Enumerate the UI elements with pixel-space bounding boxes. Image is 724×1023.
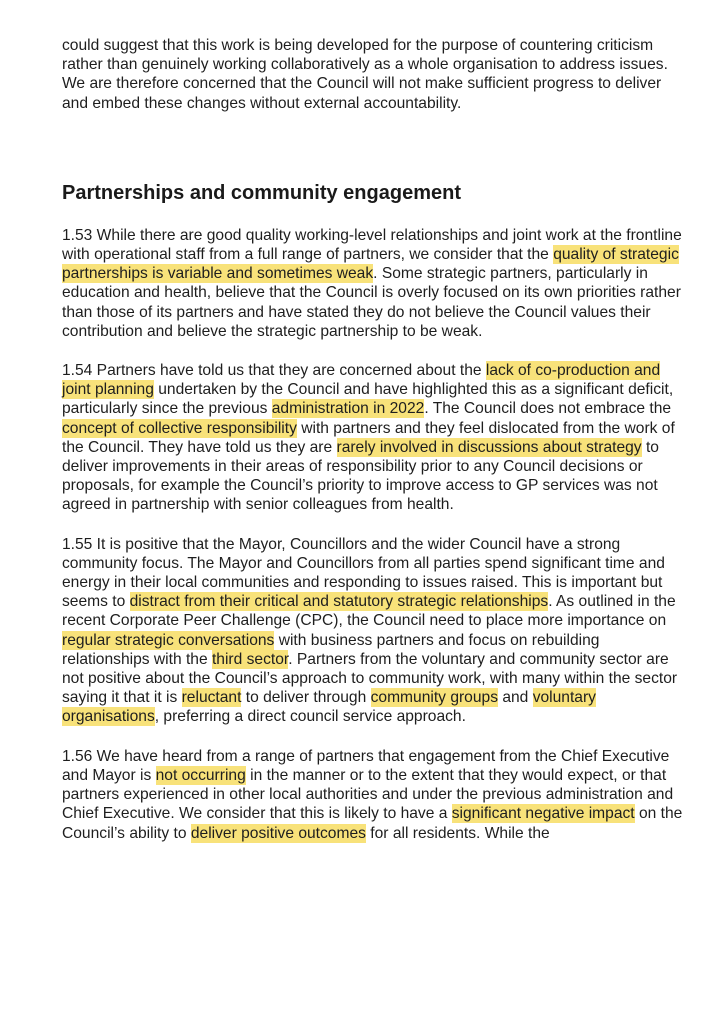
highlighted-text: community groups bbox=[370, 689, 498, 707]
body-text: to deliver through bbox=[241, 689, 371, 707]
body-text: 1.56 We have heard from a range of partners that engagement from the Chief Executive and Mayor is bbox=[62, 747, 670, 784]
highlighted-text: voluntary organisations bbox=[62, 689, 596, 726]
highlighted-text: administration in 2022 bbox=[271, 400, 425, 418]
highlighted-text: regular strategic conversations bbox=[62, 631, 275, 649]
body-text: to deliver improvements in their areas of responsibility prior to any Council decisions or proposals, for example the Council’s priority to improve access to GP services was not agreed in partnership with senior colleagues from health. bbox=[62, 438, 659, 514]
body-text: on the Council’s ability to bbox=[62, 805, 683, 842]
highlighted-text: reluctant bbox=[181, 689, 242, 707]
body-text: . Partners from the voluntary and community sector are not positive about the Council’s approach to community work, with many within the sector saying it that it is bbox=[62, 650, 678, 707]
body-text: . The Council does not embrace the bbox=[424, 400, 672, 418]
body-text: 1.53 While there are good quality working-level relationships and joint work at the frontline with operational staff from a full range of partners, we consider that the bbox=[62, 226, 682, 264]
section-heading: Partnerships and community engagement bbox=[62, 181, 461, 204]
paragraph-2 bbox=[62, 361, 684, 515]
body-text: with partners and they feel dislocated from the work of the Council. They have told us they are bbox=[62, 419, 675, 456]
paragraph-3 bbox=[62, 535, 684, 727]
highlighted-text: deliver positive outcomes bbox=[190, 824, 366, 842]
section-body bbox=[62, 226, 684, 843]
body-text: . Some strategic partners, particularly in education and health, believe that the Council is overly focused on its own priorities rather than those of its partners and have stated they do not believe the Council values their contribution and believe the strategic partnership to be weak. bbox=[62, 265, 681, 340]
body-text: 1.55 It is positive that the Mayor, Councillors and the wider Council have a strong community focus. The Mayor and Councillors from all parties spend significant time and energy in their local communities and responding to issues raised. This is important but seems to bbox=[62, 535, 665, 611]
body-text: undertaken by the Council and have highlighted this as a significant deficit, particularly since the previous bbox=[62, 381, 674, 418]
intro-paragraph: could suggest that this work is being developed for the purpose of countering criticism rather than genuinely working collaboratively as a whole organisation to address issues. We are therefore concerned that the Council will not make sufficient progress to deliver and embed these changes without external accountability. bbox=[62, 37, 668, 112]
body-text: with business partners and focus on rebuilding relationships with the bbox=[62, 631, 600, 668]
highlighted-text: quality of strategic partnerships is variable and sometimes weak bbox=[62, 246, 679, 283]
body-text: . As outlined in the recent Corporate Peer Challenge (CPC), the Council need to place more importance on bbox=[62, 593, 676, 630]
highlighted-text: lack of co-production and joint planning bbox=[62, 362, 661, 399]
highlighted-text: significant negative impact bbox=[451, 805, 635, 823]
highlighted-text: concept of collective responsibility bbox=[62, 419, 297, 437]
highlighted-text: distract from their critical and statutory strategic relationships bbox=[129, 593, 549, 611]
body-text: in the manner or to the extent that they would expect, or that partners experienced in other local authorities and under the previous administration and Chief Executive. We consider that this is likely to have a bbox=[62, 766, 674, 823]
body-text: , preferring a direct council service approach. bbox=[154, 708, 466, 726]
highlighted-text: not occurring bbox=[155, 766, 246, 784]
body-text: for all residents. While the bbox=[365, 824, 550, 842]
body-text: 1.54 Partners have told us that they are concerned about the bbox=[62, 362, 486, 380]
highlighted-text: rarely involved in discussions about strategy bbox=[336, 438, 642, 456]
body-text: and bbox=[498, 689, 533, 707]
paragraph-1 bbox=[62, 226, 684, 341]
highlighted-text: third sector bbox=[211, 650, 289, 668]
paragraph-4 bbox=[62, 747, 684, 843]
